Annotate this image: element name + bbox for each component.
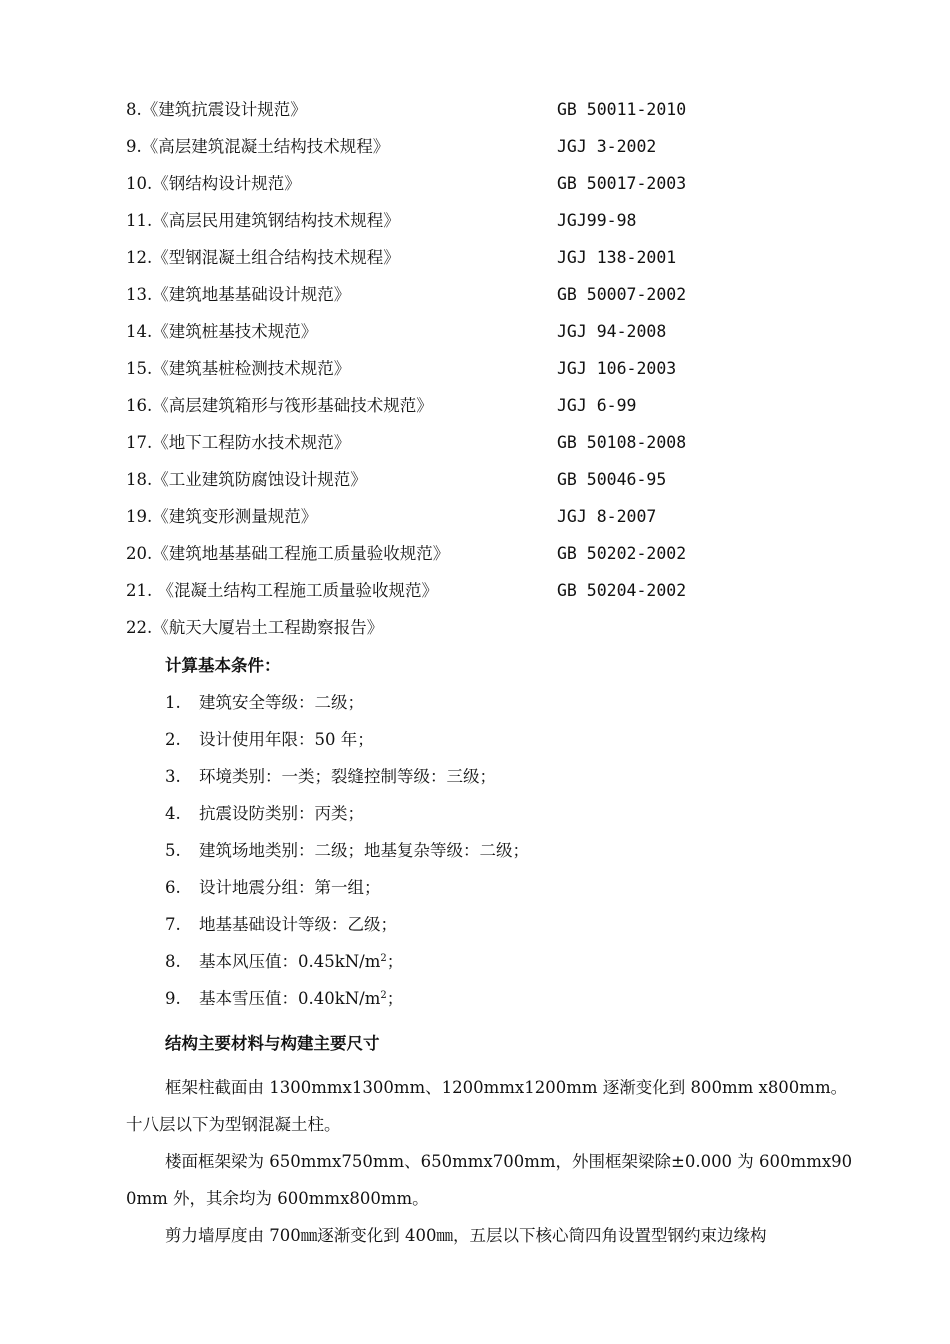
standard-code: JGJ99-98 — [557, 211, 637, 230]
standard-name: 12.《型钢混凝土组合结构技术规程》 — [126, 248, 400, 267]
standard-row — [126, 504, 826, 530]
condition-text: 抗震设防类别：丙类； — [199, 804, 364, 823]
condition-text: 建筑场地类别：二级；地基复杂等级：二级； — [199, 841, 529, 860]
condition-number: 3. — [165, 767, 181, 786]
standard-name: 19.《建筑变形测量规范》 — [126, 507, 318, 526]
condition-superscript: 2 — [380, 990, 387, 1001]
conditions-heading: 计算基本条件： — [165, 656, 281, 675]
condition-number: 9. — [165, 989, 181, 1008]
materials-paragraph-line: 楼面框架梁为 650mmx750mm、650mmx700mm，外围框架梁除±0.000 为 600mmx90 — [165, 1152, 853, 1171]
condition-number: 2. — [165, 730, 181, 749]
condition-punctuation: ； — [386, 989, 404, 1008]
standard-name: 16.《高层建筑箱形与筏形基础技术规范》 — [126, 396, 433, 415]
standard-code: GB 50046-95 — [557, 470, 667, 489]
condition-text: 基本风压值：0.45kN/m — [199, 952, 381, 971]
condition-number: 6. — [165, 878, 181, 897]
standard-code: JGJ 138-2001 — [557, 248, 677, 267]
standard-row — [126, 467, 826, 493]
condition-item — [165, 727, 374, 753]
materials-paragraph-line: 十八层以下为型钢混凝土柱。 — [126, 1115, 341, 1134]
materials-paragraph-line: 0mm 外，其余均为 600mmx800mm。 — [126, 1189, 429, 1208]
condition-item — [165, 801, 364, 827]
materials-paragraph-line: 剪力墙厚度由 700㎜逐渐变化到 400㎜，五层以下核心筒四角设置型钢约束边缘构 — [165, 1226, 767, 1245]
standard-code: GB 50108-2008 — [557, 433, 687, 452]
standard-row — [126, 578, 826, 604]
standard-row — [126, 245, 826, 271]
standard-code: JGJ 106-2003 — [557, 359, 677, 378]
standard-name: 11.《高层民用建筑钢结构技术规程》 — [126, 211, 400, 230]
standard-code: GB 50011-2010 — [557, 100, 687, 119]
condition-item — [165, 838, 529, 864]
standard-row — [126, 134, 826, 160]
standard-name: 8.《建筑抗震设计规范》 — [126, 100, 307, 119]
standard-name: 18.《工业建筑防腐蚀设计规范》 — [126, 470, 367, 489]
standard-row — [126, 319, 826, 345]
standard-name: 21. 《混凝土结构工程施工质量验收规范》 — [126, 581, 438, 600]
condition-item — [165, 764, 496, 790]
standard-name: 10.《钢结构设计规范》 — [126, 174, 301, 193]
standard-row — [126, 541, 826, 567]
condition-text: 基本雪压值：0.40kN/m — [199, 989, 381, 1008]
standard-code: GB 50017-2003 — [557, 174, 687, 193]
standard-row — [126, 430, 826, 456]
standard-name: 9.《高层建筑混凝土结构技术规程》 — [126, 137, 390, 156]
condition-number: 8. — [165, 952, 181, 971]
standard-row — [126, 208, 826, 234]
standard-name: 20.《建筑地基基础工程施工质量验收规范》 — [126, 544, 450, 563]
condition-text: 设计使用年限：50 年； — [199, 730, 374, 749]
condition-item — [165, 912, 397, 938]
condition-superscript: 2 — [380, 953, 387, 964]
standard-row — [126, 171, 826, 197]
condition-text: 设计地震分组：第一组； — [199, 878, 381, 897]
standard-row — [126, 282, 826, 308]
materials-heading: 结构主要材料与构建主要尺寸 — [165, 1034, 380, 1053]
standard-code: JGJ 6-99 — [557, 396, 637, 415]
standard-row — [126, 615, 826, 641]
condition-number: 4. — [165, 804, 181, 823]
standard-row — [126, 356, 826, 382]
condition-punctuation: ； — [386, 952, 404, 971]
condition-item — [165, 949, 403, 975]
standard-row — [126, 393, 826, 419]
condition-text: 建筑安全等级：二级； — [199, 693, 364, 712]
condition-text: 地基基础设计等级：乙级； — [199, 915, 397, 934]
standard-code: GB 50202-2002 — [557, 544, 687, 563]
standard-code: GB 50204-2002 — [557, 581, 687, 600]
standard-name: 22.《航天大厦岩土工程勘察报告》 — [126, 618, 384, 637]
standard-name: 15.《建筑基桩检测技术规范》 — [126, 359, 351, 378]
condition-text: 环境类别：一类；裂缝控制等级：三级； — [199, 767, 496, 786]
materials-paragraph-line: 框架柱截面由 1300mmx1300mm、1200mmx1200mm 逐渐变化到 800mm x800mm。 — [165, 1078, 848, 1097]
standard-code: GB 50007-2002 — [557, 285, 687, 304]
condition-number: 1. — [165, 693, 181, 712]
standard-code: JGJ 8-2007 — [557, 507, 657, 526]
standard-name: 13.《建筑地基基础设计规范》 — [126, 285, 351, 304]
condition-item — [165, 690, 364, 716]
standard-name: 17.《地下工程防水技术规范》 — [126, 433, 351, 452]
condition-number: 5. — [165, 841, 181, 860]
standard-code: JGJ 94-2008 — [557, 322, 667, 341]
condition-number: 7. — [165, 915, 181, 934]
condition-item — [165, 986, 403, 1012]
standard-name: 14.《建筑桩基技术规范》 — [126, 322, 318, 341]
condition-item — [165, 875, 381, 901]
standard-code: JGJ 3-2002 — [557, 137, 657, 156]
standard-row — [126, 97, 826, 123]
